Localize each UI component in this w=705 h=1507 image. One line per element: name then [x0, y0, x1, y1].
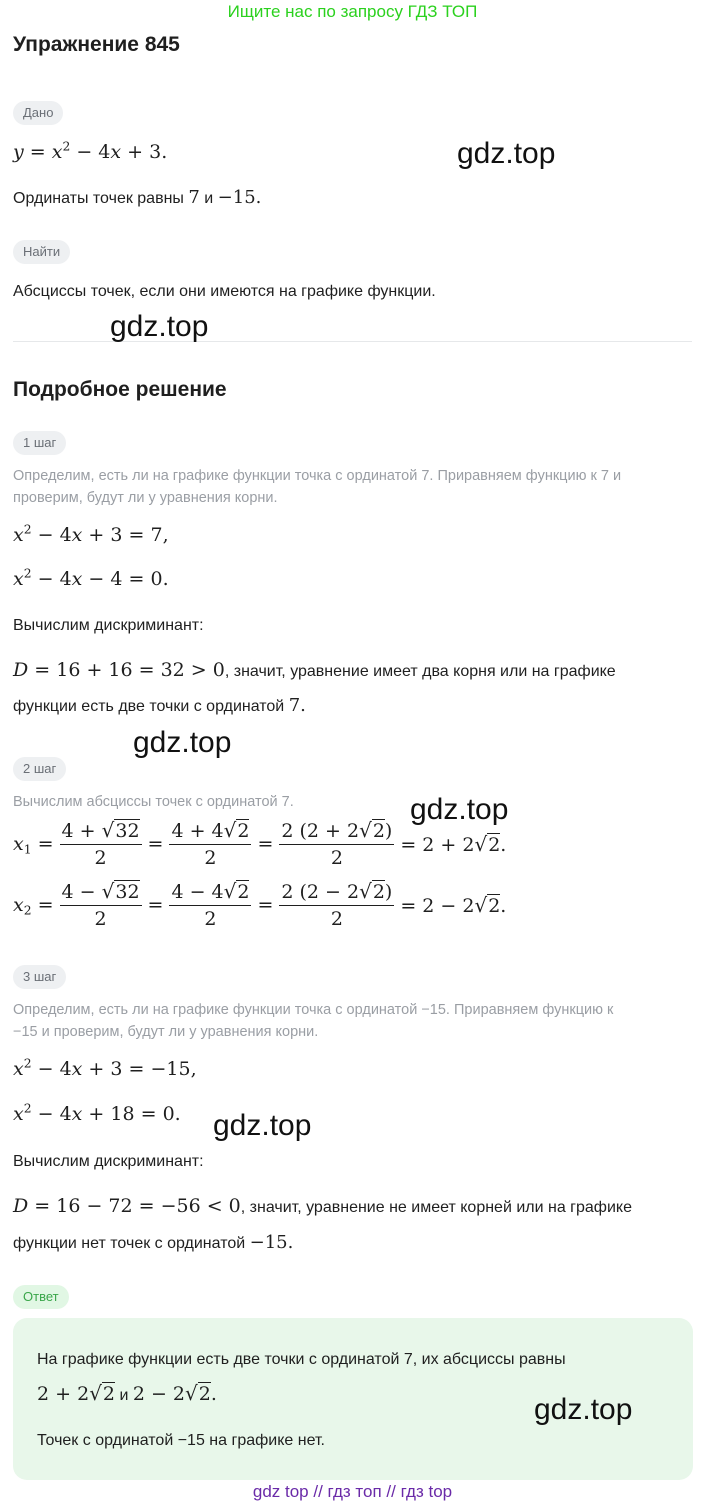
step1-badge: 1 шаг [13, 431, 66, 455]
given-badge: Дано [13, 101, 63, 125]
footer-separator: // [386, 1482, 396, 1501]
x1-formula: $x_1$ = $\frac{4 + √32}{2}$ = $\frac{4 + 4√2}{2}$ = $\frac{2 (2 + 2√2)}{2}$ = 2 + 2√2. [13, 818, 507, 869]
step1-equation2: $x^2 - 4x - 4 = 0$. [13, 566, 169, 590]
step3-intro-line1: Определим, есть ли на графике функции точка с ординатой −15. Приравняем функцию к [13, 1002, 614, 1018]
watermark-1: gdz.top [457, 137, 556, 170]
x2-fraction-2: $\frac{4 - 4√2}{2}$ [171, 879, 250, 930]
watermark-5: gdz.top [213, 1109, 312, 1142]
x2-fraction-1: $\frac{4 - √32}{2}$ [61, 879, 140, 930]
footer-links [0, 1480, 705, 1504]
footer-link-gdz-top-mixed[interactable]: гдз top [400, 1482, 453, 1501]
find-badge: Найти [13, 240, 70, 264]
answer-badge: Ответ [13, 1285, 69, 1309]
footer-link-gdz-top[interactable]: gdz top [252, 1482, 309, 1501]
watermark-6: gdz.top [534, 1393, 633, 1426]
step1-discriminant: D = 16 + 16 = 32 > 0, значит, уравнение имеет два корня или на графике [13, 659, 616, 681]
step1-conclusion: функции есть две точки с ординатой 7. [13, 695, 306, 716]
step1-intro-line1: Определим, есть ли на графике функции точка с ординатой 7. Приравняем функцию к 7 и [13, 468, 622, 484]
footer-separator: // [313, 1482, 323, 1501]
answer-line3: Точек с ординатой −15 на графике нет. [37, 1432, 325, 1449]
x1-fraction-3: $\frac{2 (2 + 2√2)}{2}$ [281, 818, 393, 869]
step3-discriminant: D = 16 − 72 = −56 < 0, значит, уравнение не имеет корней или на графике [13, 1195, 632, 1217]
search-banner: Ищите нас по запросу ГДЗ ТОП [227, 2, 478, 21]
answer-line1: На графике функции есть две точки с ординатой 7, их абсциссы равны [37, 1351, 566, 1368]
given-ordinates: Ординаты точек равны 7 и −15. [13, 187, 262, 208]
page-title: Упражнение 845 [13, 33, 180, 56]
step3-badge: 3 шаг [13, 965, 66, 989]
x2-fraction-3: $\frac{2 (2 - 2√2)}{2}$ [281, 879, 393, 930]
step3-discriminant-label: Вычислим дискриминант: [13, 1153, 204, 1170]
step2-intro: Вычислим абсциссы точек с ординатой 7. [13, 794, 294, 810]
step3-equation2: $x^2 - 4x + 18 = 0$. [13, 1101, 181, 1125]
footer-link-gdz-top-ru[interactable]: гдз топ [327, 1482, 382, 1501]
find-text: Абсциссы точек, если они имеются на графике функции. [13, 283, 436, 300]
x1-fraction-2: $\frac{4 + 4√2}{2}$ [171, 818, 250, 869]
step2-badge: 2 шаг [13, 757, 66, 781]
step3-conclusion: функции нет точек с ординатой −15. [13, 1232, 294, 1253]
watermark-2: gdz.top [110, 310, 209, 343]
watermark-4: gdz.top [410, 793, 509, 826]
x2-formula: $x_2$ = $\frac{4 - √32}{2}$ = $\frac{4 - 4√2}{2}$ = $\frac{2 (2 - 2√2)}{2}$ = 2 − 2√2. [13, 879, 507, 930]
solution-title: Подробное решение [13, 378, 227, 401]
answer-line2: 2 + 2√2 и 2 − 2√2. [37, 1381, 217, 1405]
step3-intro-line2: −15 и проверим, будут ли у уравнения корни. [13, 1024, 319, 1040]
step1-intro-line2: проверим, будут ли у уравнения корни. [13, 490, 278, 506]
step3-equation1: $x^2 - 4x + 3 = -15$, [13, 1056, 197, 1080]
step1-discriminant-label: Вычислим дискриминант: [13, 617, 204, 634]
x1-fraction-1: $\frac{4 + √32}{2}$ [61, 818, 140, 869]
step1-equation1: $x^2 - 4x + 3 = 7$, [13, 522, 169, 546]
watermark-3: gdz.top [133, 726, 232, 759]
given-formula: $y = x^2 - 4x + 3$. [13, 139, 168, 163]
